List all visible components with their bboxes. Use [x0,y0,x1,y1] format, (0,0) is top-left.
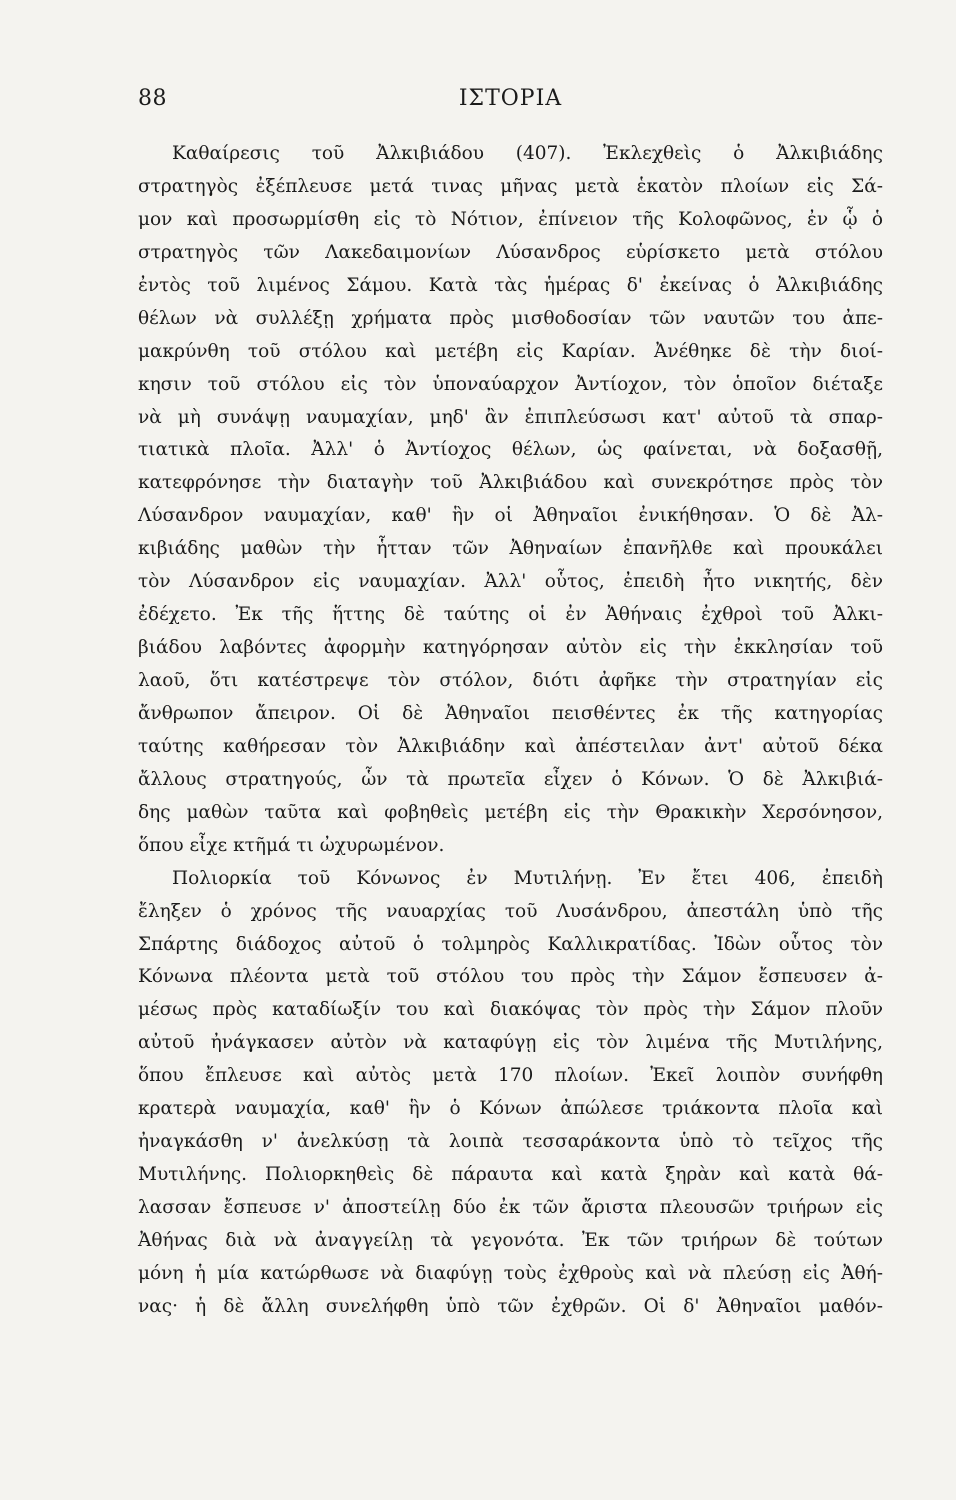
text-line: τιατικὰ πλοῖα. Ἀλλ' ὁ Ἀντίοχος θέλων, ὡς φαίνεται, νὰ δοξασθῇ, [138,439,883,461]
body-text [138,138,883,1324]
text-line: μέσως πρὸς καταδίωξίν του καὶ διακόψας τὸν πρὸς τὴν Σάμον πλοῦν [138,999,883,1021]
text-line: Σπάρτης διάδοχος αὐτοῦ ὁ τολμηρὸς Καλλικρατίδας. Ἰδὼν οὗτος τὸν [138,933,883,955]
text-line: δης μαθὼν ταῦτα καὶ φοβηθεὶς μετέβη εἰς τὴν Θρακικὴν Χερσόνησον, [138,801,883,823]
text-line: μακρύνθη τοῦ στόλου καὶ μετέβη εἰς Καρίαν. Ἀνέθηκε δὲ τὴν διοί- [138,340,883,362]
text-line: ταύτης καθήρεσαν τὸν Ἀλκιβιάδην καὶ ἀπέστειλαν ἀντ' αὐτοῦ δέκα [138,735,883,757]
text-line: ἠναγκάσθη ν' ἀνελκύσῃ τὰ λοιπὰ τεσσαράκοντα ὑπὸ τὸ τεῖχος τῆς [138,1131,883,1153]
text-line: Λύσανδρον ναυμαχίαν, καθ' ἣν οἱ Ἀθηναῖοι ἐνικήθησαν. Ὁ δὲ Ἀλ- [138,505,883,527]
text-line: τὸν Λύσανδρον εἰς ναυμαχίαν. Ἀλλ' οὗτος, ἐπειδὴ ἦτο νικητής, δὲν [138,571,883,593]
text-line: θέλων νὰ συλλέξῃ χρήματα πρὸς μισθοδοσίαν τῶν ναυτῶν του ἀπε- [138,307,883,329]
paragraph-alcibiades [138,138,883,863]
text-line: μον καὶ προσωρμίσθη εἰς τὸ Νότιον, ἐπίνειον τῆς Κολοφῶνος, ἐν ᾧ ὁ [138,208,883,230]
text-line: ὅπου ἔπλευσε καὶ αὐτὸς μετὰ 170 πλοίων. Ἐκεῖ λοιπὸν συνήφθη [138,1065,883,1087]
text-line: λασσαν ἔσπευσε ν' ἀποστείλῃ δύο ἐκ τῶν ἄριστα πλεουσῶν τριήρων εἰς [138,1197,883,1218]
text-line: Πολιορκία τοῦ Κόνωνος ἐν Μυτιλήνῃ. Ἐν ἔτει 406, ἐπειδὴ [172,867,883,889]
text-line: στρατηγὸς ἐξέπλευσε μετά τινας μῆνας μετὰ ἑκατὸν πλοίων εἰς Σά- [138,175,883,197]
text-line: νὰ μὴ συνάψῃ ναυμαχίαν, μηδ' ἂν ἐπιπλεύσωσι κατ' αὐτοῦ τὰ σπαρ- [138,406,883,428]
paragraph-siege-of-conon [138,863,883,1324]
text-line: λαοῦ, ὅτι κατέστρεψε τὸν στόλον, διότι ἀφῆκε τὴν στρατηγίαν εἰς [138,670,883,691]
text-line: ἄνθρωπον ἄπειρον. Οἱ δὲ Ἀθηναῖοι πεισθέντες ἐκ τῆς κατηγορίας [138,702,883,724]
text-line: μόνη ἡ μία κατώρθωσε νὰ διαφύγῃ τοὺς ἐχθροὺς καὶ νὰ πλεύσῃ εἰς Ἀθή- [138,1262,883,1284]
text-line: ἔληξεν ὁ χρόνος τῆς ναυαρχίας τοῦ Λυσάνδρου, ἀπεστάλη ὑπὸ τῆς [138,900,883,922]
text-line: κιβιάδης μαθὼν τὴν ἧτταν τῶν Ἀθηναίων ἐπανῆλθε καὶ προυκάλει [138,538,883,560]
text-line: ἄλλους στρατηγούς, ὧν τὰ πρωτεῖα εἶχεν ὁ Κόνων. Ὁ δὲ Ἀλκιβιά- [138,768,883,790]
text-line: ὅπου εἶχε κτῆμά τι ὠχυρωμένον. [138,834,445,856]
text-line: Κόνωνα πλέοντα μετὰ τοῦ στόλου του πρὸς τὴν Σάμον ἔσπευσεν ἀ- [138,966,883,988]
text-line: βιάδου λαβόντες ἀφορμὴν κατηγόρησαν αὐτὸν εἰς τὴν ἐκκλησίαν τοῦ [138,637,883,659]
page-number: 88 [138,86,167,111]
text-line: κρατερὰ ναυμαχία, καθ' ἣν ὁ Κόνων ἀπώλεσε τριάκοντα πλοῖα καὶ [138,1098,883,1120]
text-line: ἐδέχετο. Ἐκ τῆς ἥττης δὲ ταύτης οἱ ἐν Ἀθήναις ἐχθροὶ τοῦ Ἀλκι- [138,604,883,626]
text-line: νας· ἡ δὲ ἄλλη συνελήφθη ὑπὸ τῶν ἐχθρῶν. Οἱ δ' Ἀθηναῖοι μαθόν- [138,1295,883,1317]
text-line: στρατηγὸς τῶν Λακεδαιμονίων Λύσανδρος εὑρίσκετο μετὰ στόλου [138,241,883,263]
running-title: ΙΣΤΟΡΙΑ [458,86,563,111]
page-header [138,86,883,126]
text-line: Καθαίρεσις τοῦ Ἀλκιβιάδου (407). Ἐκλεχθεὶς ὁ Ἀλκιβιάδης [172,143,883,164]
text-line: κησιν τοῦ στόλου εἰς τὸν ὑποναύαρχον Ἀντίοχον, τὸν ὁποῖον διέταξε [138,373,883,395]
text-line: ἐντὸς τοῦ λιμένος Σάμου. Κατὰ τὰς ἡμέρας δ' ἐκείνας ὁ Ἀλκιβιάδης [138,274,883,296]
text-line: Μυτιλήνης. Πολιορκηθεὶς δὲ πάραυτα καὶ κατὰ ξηρὰν καὶ κατὰ θά- [138,1164,883,1186]
text-line: κατεφρόνησε τὴν διαταγὴν τοῦ Ἀλκιβιάδου καὶ συνεκρότησε πρὸς τὸν [138,472,883,494]
text-line: Ἀθήνας διὰ νὰ ἀναγγείλῃ τὰ γεγονότα. Ἐκ τῶν τριήρων δὲ τούτων [138,1229,883,1251]
text-line: αὐτοῦ ἠνάγκασεν αὐτὸν νὰ καταφύγῃ εἰς τὸν λιμένα τῆς Μυτιλήνης, [138,1032,883,1054]
